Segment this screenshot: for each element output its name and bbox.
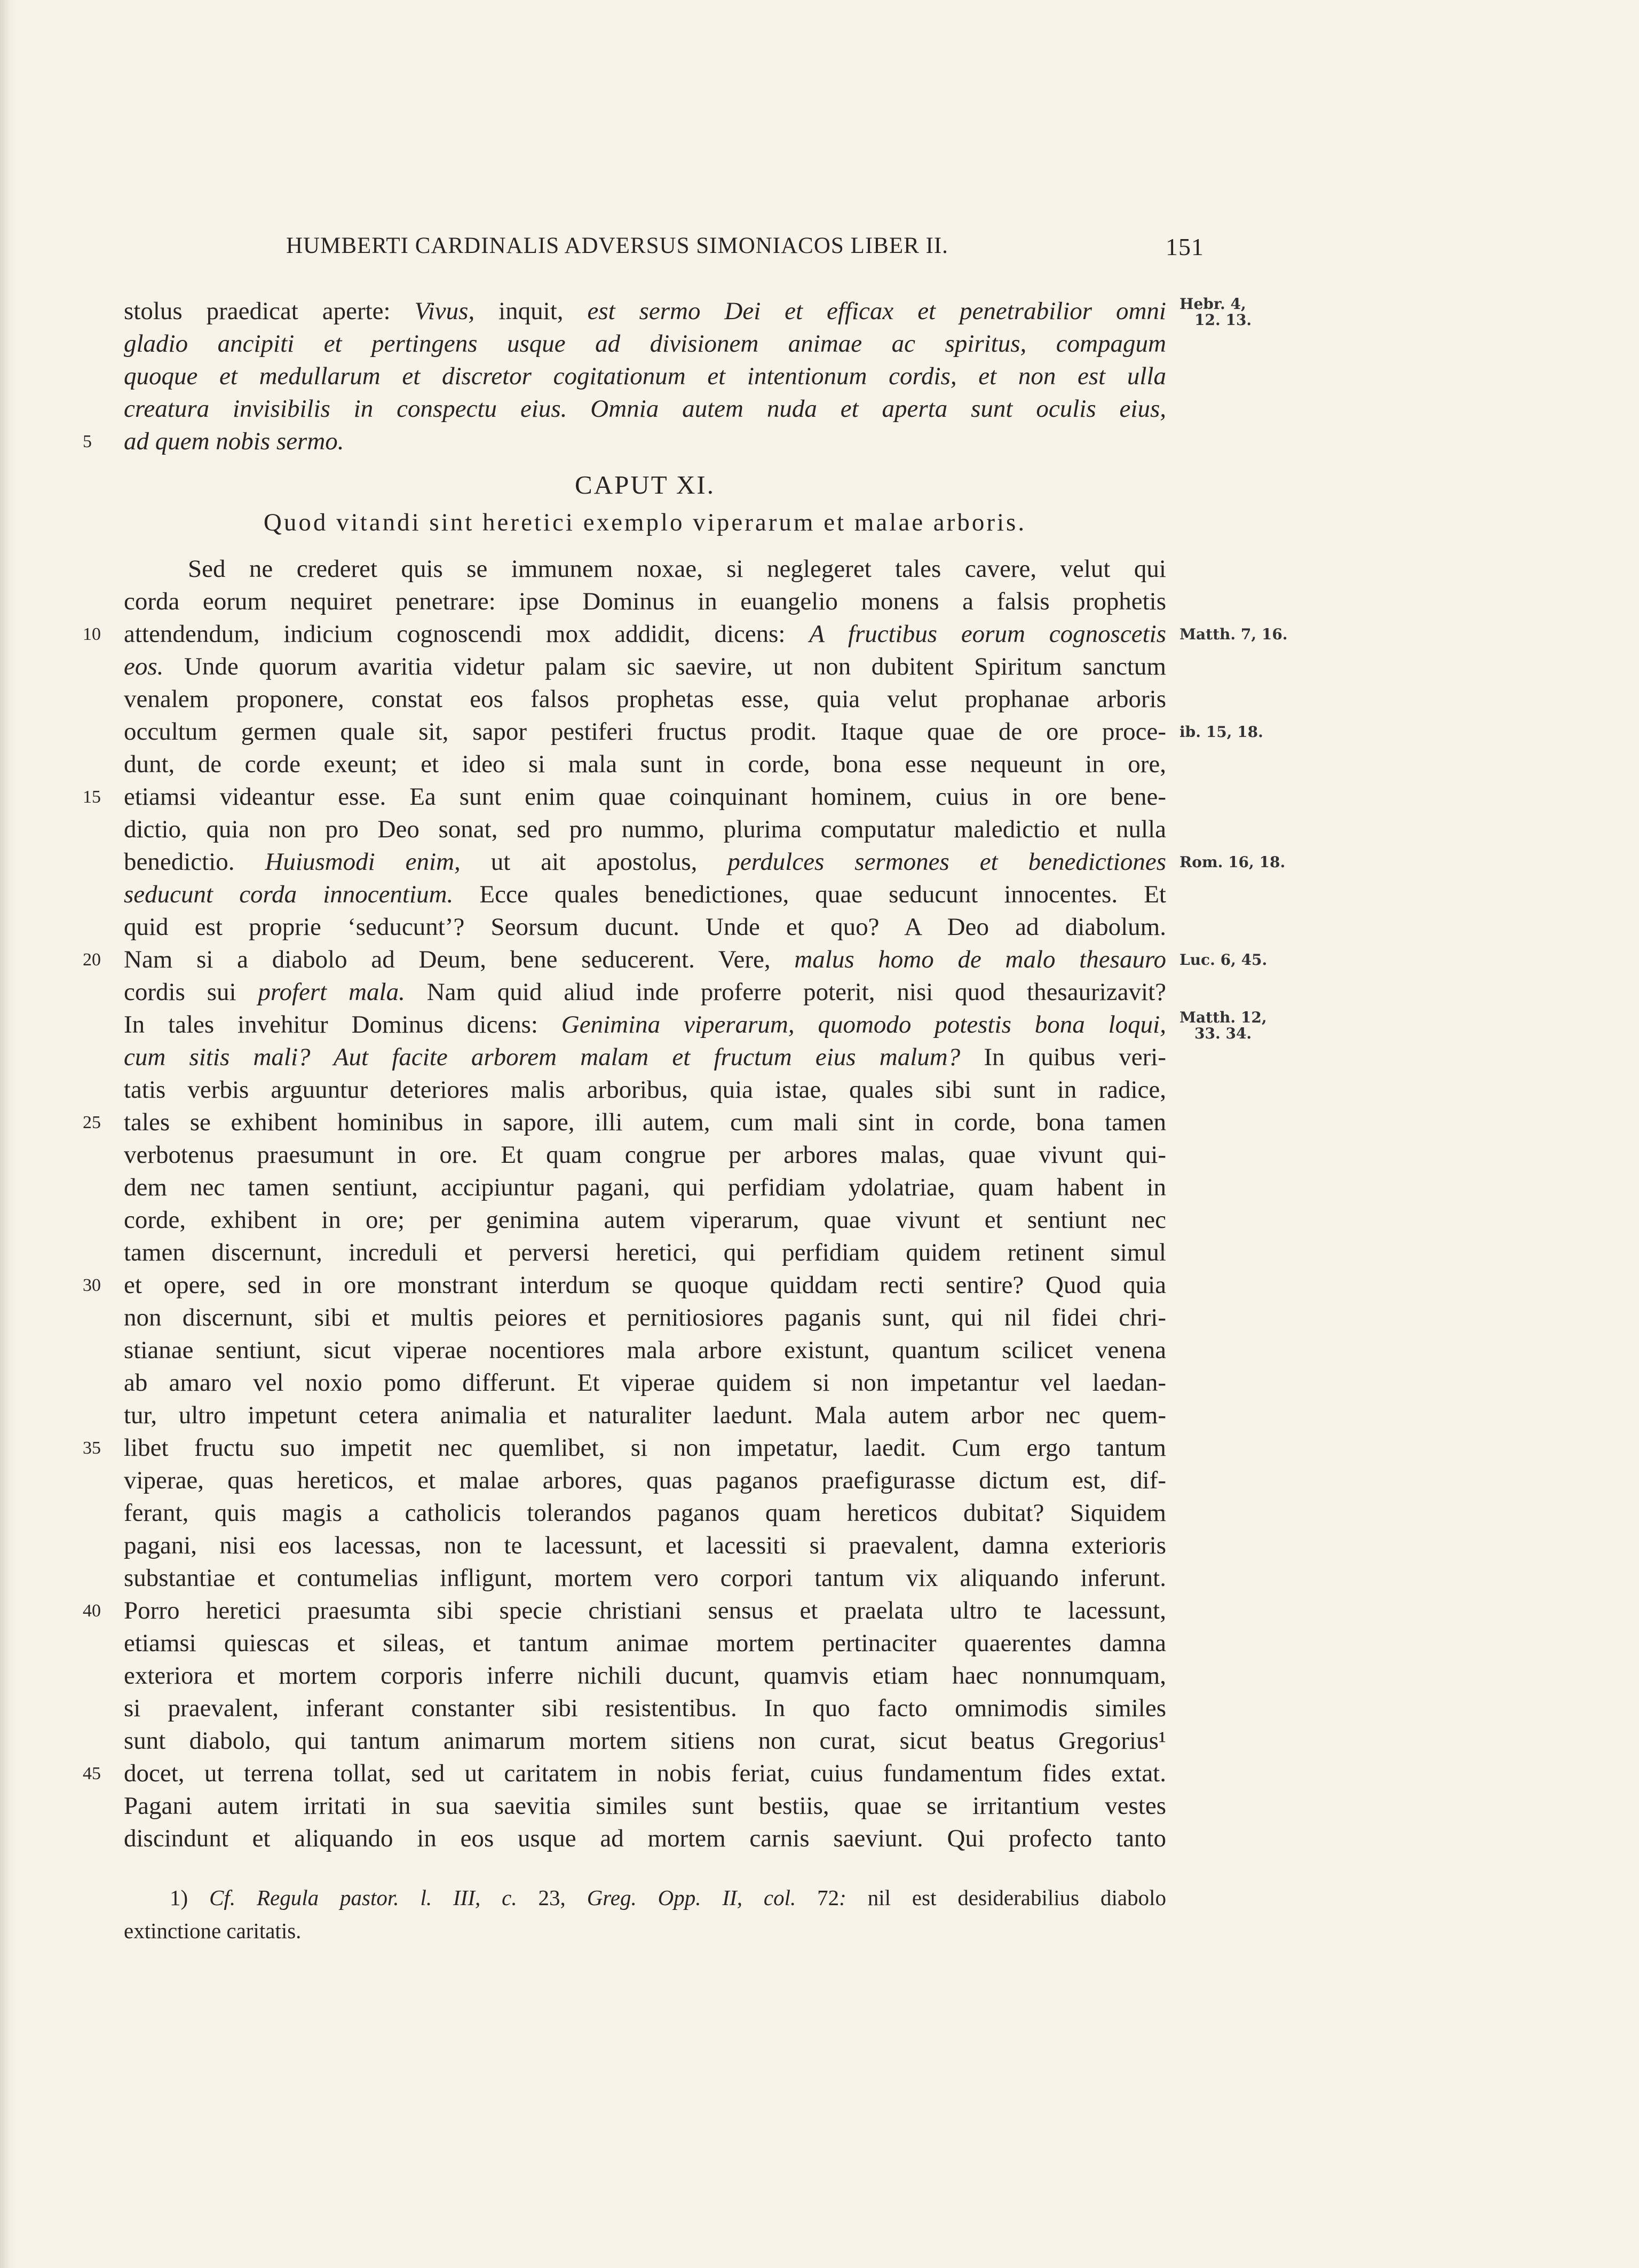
text-run: venalem proponere, constat eos falsos prophetas esse, quia velut prophanae arboris xyxy=(124,685,1166,713)
text-run: tur, ultro impetunt cetera animalia et naturaliter laedunt. Mala autem arbor nec quem- xyxy=(124,1401,1166,1429)
margin-reference-line: Matth. 12, xyxy=(1179,1009,1267,1026)
text-line xyxy=(124,1009,1166,1041)
text-line xyxy=(124,1204,1166,1236)
text-run: tales se exhibent hominibus in sapore, illi autem, cum mali sint in corde, bona tamen xyxy=(124,1108,1166,1136)
margin-reference xyxy=(1179,1010,1318,1042)
line-number: 15 xyxy=(83,787,101,807)
margin-reference xyxy=(1179,296,1318,328)
line-number: 35 xyxy=(83,1438,101,1458)
text-line xyxy=(124,651,1166,683)
text-run: dem nec tamen sentiunt, accipiuntur pagani, qui perfidiam ydolatriae, quam habent in xyxy=(124,1173,1166,1201)
text-run: docet, ut terrena tollat, sed ut caritatem in nobis feriat, cuius fundamentum fides extat. xyxy=(124,1759,1166,1787)
text-line xyxy=(124,1757,1166,1790)
text-run: A fructibus eorum cognoscetis xyxy=(809,620,1166,648)
text-run: nil est desiderabilius diabolo xyxy=(846,1885,1167,1910)
text-line xyxy=(124,1660,1166,1692)
text-run: substantiae et contumelias infligunt, mortem vero corpori tantum vix aliquando inferunt. xyxy=(124,1564,1166,1592)
footnote-line-1 xyxy=(170,1881,1166,1914)
text-run: et opere, sed in ore monstrant interdum se quoque quiddam recti sentire? Quod quia xyxy=(124,1271,1166,1299)
margin-reference-line: 33. 34. xyxy=(1194,1025,1252,1042)
page-spine-shadow xyxy=(0,0,16,2268)
line-number: 10 xyxy=(83,624,101,644)
text-run: profert mala. xyxy=(258,978,405,1006)
text-run: cordis sui xyxy=(124,978,258,1006)
margin-reference-line: 12. 13. xyxy=(1194,311,1252,329)
text-run: Vivus, xyxy=(414,297,475,325)
text-line xyxy=(124,1464,1166,1497)
text-run: ut ait apostolus, xyxy=(460,848,728,876)
text-run: seducunt corda innocentium. xyxy=(124,881,454,908)
text-line xyxy=(124,716,1166,748)
text-run: Genimina viperarum, quomodo potestis bona loqui, xyxy=(561,1011,1166,1038)
text-run: Unde quorum avaritia videtur palam sic saevire, ut non dubitent Spiritum sanctum xyxy=(163,653,1166,680)
text-line xyxy=(124,1367,1166,1399)
text-line xyxy=(124,1595,1166,1627)
text-run: : xyxy=(839,1885,846,1910)
text-run: ad quem nobis sermo. xyxy=(124,427,344,455)
text-line xyxy=(124,748,1166,781)
text-line xyxy=(124,1692,1166,1725)
line-number: 5 xyxy=(83,432,92,451)
text-run: stianae sentiunt, sicut viperae nocentiores mala arbore existunt, quantum scilicet venena xyxy=(124,1336,1166,1364)
line-number: 40 xyxy=(83,1601,101,1621)
text-line xyxy=(124,1302,1166,1334)
text-run: Greg. Opp. II, col. xyxy=(587,1885,796,1910)
text-run: sunt diabolo, qui tantum animarum mortem sitiens non curat, sicut beatus Gregorius¹ xyxy=(124,1727,1166,1755)
text-line xyxy=(124,1399,1166,1432)
text-run: etiamsi quiescas et sileas, et tantum animae mortem pertinaciter quaerentes damna xyxy=(124,1629,1166,1657)
running-title: HUMBERTI CARDINALIS ADVERSUS SIMONIACOS LIBER II. xyxy=(286,233,948,258)
text-run: Sed ne crederet quis se immunem noxae, si neglegeret tales cavere, velut qui xyxy=(188,555,1166,583)
text-line xyxy=(124,976,1166,1009)
text-line xyxy=(124,813,1166,846)
text-run: dictio, quia non pro Deo sonat, sed pro nummo, plurima computatur maledictio et nulla xyxy=(124,815,1166,843)
text-run: eos. xyxy=(124,653,164,680)
text-run: verbotenus praesumunt in ore. Et quam congrue per arbores malas, quae vivunt qui- xyxy=(124,1141,1166,1169)
text-line xyxy=(124,393,1166,425)
text-run: 72 xyxy=(796,1885,840,1910)
text-run: ab amaro vel noxio pomo differunt. Et viperae quidem si non impetantur vel laedan- xyxy=(124,1369,1166,1397)
text-run: 23, xyxy=(517,1885,587,1910)
text-line xyxy=(124,618,1166,651)
text-line xyxy=(124,295,1166,328)
text-run: Ecce quales benedictiones, quae seducunt innocentes. Et xyxy=(453,881,1166,908)
text-run: In quibus veri- xyxy=(960,1043,1166,1071)
text-line xyxy=(124,1497,1166,1529)
text-line xyxy=(124,846,1166,878)
page-number: 151 xyxy=(1166,233,1204,260)
text-run: Pagani autem irritati in sua saevitia similes sunt bestiis, quae se irritantium vestes xyxy=(124,1792,1166,1820)
text-run: quid est proprie ‘seducunt’? Seorsum ducunt. Unde et quo? A Deo ad diabolum. xyxy=(124,913,1166,941)
text-run: attendendum, indicium cognoscendi mox addidit, dicens: xyxy=(124,620,810,648)
text-run: dunt, de corde exeunt; et ideo si mala sunt in corde, bona esse nequeunt in ore, xyxy=(124,750,1166,778)
line-number: 30 xyxy=(83,1275,101,1295)
text-run: benedictio. xyxy=(124,848,265,876)
text-line xyxy=(124,878,1166,911)
text-run: libet fructu suo impetit nec quemlibet, si non impetatur, laedit. Cum ergo tantum xyxy=(124,1434,1166,1462)
text-line xyxy=(124,1269,1166,1302)
text-run: pagani, nisi eos lacessas, non te lacessunt, et lacessiti si praevalent, damna exterioris xyxy=(124,1532,1166,1559)
text-line xyxy=(124,1236,1166,1269)
margin-reference: Rom. 16, 18. xyxy=(1179,853,1286,871)
text-run: Huiusmodi enim, xyxy=(265,848,461,876)
text-line xyxy=(124,1432,1166,1464)
text-line xyxy=(124,1334,1166,1367)
text-run: gladio ancipiti et pertingens usque ad divisionem animae ac spiritus, compagum xyxy=(124,330,1166,358)
line-number: 20 xyxy=(83,950,101,970)
line-number: 45 xyxy=(83,1764,101,1783)
text-line xyxy=(124,1790,1166,1822)
text-line xyxy=(124,781,1166,813)
text-line xyxy=(188,553,1166,585)
line-number: 25 xyxy=(83,1113,101,1132)
text-line xyxy=(124,1627,1166,1660)
margin-reference: ib. 15, 18. xyxy=(1179,723,1263,741)
text-line xyxy=(124,1074,1166,1106)
text-run: creatura invisibilis in conspectu eius. Omnia autem nuda et aperta sunt oculis eius, xyxy=(124,395,1166,423)
text-run: viperae, quas hereticos, et malae arbores, quas paganos praefigurasse dictum est, dif- xyxy=(124,1466,1166,1494)
text-run: In tales invehitur Dominus dicens: xyxy=(124,1011,561,1038)
text-run: Nam si a diabolo ad Deum, bene seducerent. Vere, xyxy=(124,946,795,973)
text-run: Nam quid aliud inde proferre poterit, nisi quod thesaurizavit? xyxy=(405,978,1166,1006)
text-run: non discernunt, sibi et multis peiores et pernitiosiores paganis sunt, qui nil fidei chri- xyxy=(124,1304,1166,1331)
text-line xyxy=(124,1106,1166,1139)
text-run: tamen discernunt, increduli et perversi heretici, qui perfidiam quidem retinent simul xyxy=(124,1239,1166,1266)
text-run: tatis verbis arguuntur deteriores malis arboribus, quia istae, quales sibi sunt in radice, xyxy=(124,1076,1166,1104)
text-run: 1) xyxy=(170,1885,210,1910)
text-run: Porro heretici praesumta sibi specie christiani sensus et praelata ultro te lacessunt, xyxy=(124,1597,1166,1624)
text-run: malus homo de malo thesauro xyxy=(794,946,1166,973)
text-run: ferant, quis magis a catholicis tolerandos paganos quam hereticos dubitat? Siquidem xyxy=(124,1499,1166,1527)
text-run: exteriora et mortem corporis inferre nichili ducunt, quamvis etiam haec nonnumquam, xyxy=(124,1662,1166,1690)
text-line xyxy=(124,425,1166,458)
text-run: quoque et medullarum et discretor cogitationum et intentionum cordis, et non est ulla xyxy=(124,362,1166,390)
text-line xyxy=(124,943,1166,976)
text-line xyxy=(124,1725,1166,1757)
text-line xyxy=(124,1822,1166,1855)
text-run: discindunt et aliquando in eos usque ad mortem carnis saeviunt. Qui profecto tanto xyxy=(124,1825,1166,1852)
text-run: si praevalent, inferant constanter sibi resistentibus. In quo facto omnimodis similes xyxy=(124,1694,1166,1722)
margin-reference: Matth. 7, 16. xyxy=(1179,625,1288,643)
text-run: etiamsi videantur esse. Ea sunt enim quae coinquinant hominem, cuius in ore bene- xyxy=(124,783,1166,811)
margin-reference-line: Hebr. 4, xyxy=(1179,295,1246,313)
text-run: corda eorum nequiret penetrare: ipse Dominus in euangelio monens a falsis prophetis xyxy=(124,588,1166,615)
text-run: Cf. Regula pastor. l. III, c. xyxy=(209,1885,517,1910)
chapter-heading: CAPUT XI. xyxy=(575,470,715,499)
text-line xyxy=(124,911,1166,943)
text-run: inquit, xyxy=(474,297,588,325)
margin-reference: Luc. 6, 45. xyxy=(1179,951,1268,969)
text-run: cum sitis mali? Aut facite arborem malam et fructum eius malum? xyxy=(124,1043,961,1071)
text-line xyxy=(124,328,1166,360)
text-run: est sermo Dei et efficax et penetrabilior omni xyxy=(587,297,1166,325)
text-line xyxy=(124,1041,1166,1074)
text-run: stolus praedicat aperte: xyxy=(124,297,415,325)
text-line xyxy=(124,1529,1166,1562)
text-line xyxy=(124,585,1166,618)
text-run: occultum germen quale sit, sapor pestiferi fructus prodit. Itaque quae de ore proce- xyxy=(124,718,1166,746)
text-line xyxy=(124,1562,1166,1595)
text-run: corde, exhibent in ore; per genimina autem viperarum, quae vivunt et sentiunt nec xyxy=(124,1206,1166,1234)
text-line xyxy=(124,360,1166,393)
running-header xyxy=(286,233,1204,265)
text-run: perdulces sermones et benedictiones xyxy=(727,848,1167,876)
text-line xyxy=(124,1171,1166,1204)
footnote-line-2: extinctione caritatis. xyxy=(124,1918,302,1943)
chapter-subtitle: Quod vitandi sint heretici exemplo viperarum et malae arboris. xyxy=(263,509,1027,536)
text-line xyxy=(124,683,1166,716)
text-line xyxy=(124,1139,1166,1171)
